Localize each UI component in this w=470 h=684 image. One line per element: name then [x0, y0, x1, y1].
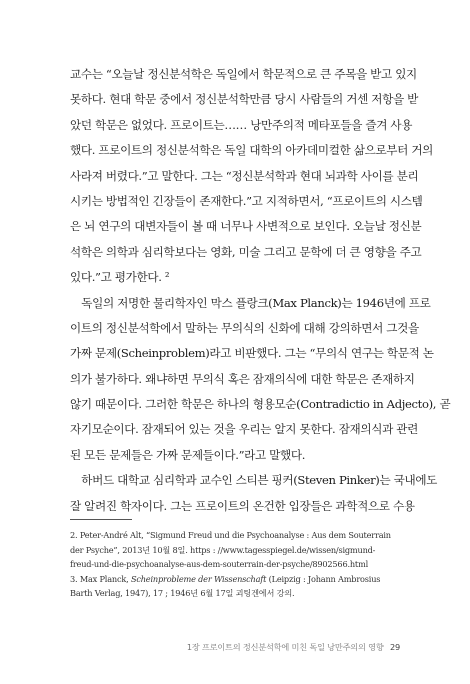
page-number: 29 [389, 642, 400, 652]
text-line: 된 모든 문제들은 가짜 문제들이다.”라고 말했다. [70, 447, 306, 462]
text-line: 가짜 문제(Scheinproblem)라고 비판했다. 그는 “무의식 연구는 학문적 논 [70, 346, 434, 361]
footnote-3-book-title: Scheinprobleme der Wissenschaft [130, 573, 267, 584]
body-text [70, 62, 451, 519]
running-head: 1장 프로이트의 정신분석학에 미친 독일 낭만주의의 영향 [186, 642, 384, 652]
footnote-3-line [70, 572, 402, 587]
text-line: 의가 불가하다. 왜냐하면 무의식 혹은 잠재의식에 대한 학문은 존재하지 [70, 371, 415, 386]
text-line: 사라져 버렸다.”고 말한다. 그는 “정신분석학과 현대 뇌과학 사이를 분리 [70, 168, 419, 183]
text-line: 았던 학문은 없었다. 프로이트는…… 낭만주의적 메타포들을 즐겨 사용 [70, 117, 413, 132]
text-line: 있다.”고 평가한다. ² [70, 270, 170, 285]
text-line: 교수는 “오늘날 정신분석학은 독일에서 학문적으로 큰 주목을 받고 있지 [70, 67, 417, 81]
running-footer [187, 642, 400, 653]
footnotes [70, 528, 402, 601]
footnote-divider [70, 519, 132, 520]
text-line: 석학은 의학과 심리학보다는 영화, 미술 그리고 문학에 더 큰 영향을 주고 [70, 244, 422, 259]
text-line: 이트의 정신분석학에서 말하는 무의식의 신화에 대해 강의하면서 그것을 [70, 320, 419, 335]
text-line: 자기모순이다. 잠재되어 있는 것을 우리는 알지 못한다. 잠재의식과 관련 [70, 422, 418, 437]
text-line: 했다. 프로이트의 정신분석학은 독일 대학의 아카데미컬한 삶으로부터 거의 [70, 143, 434, 158]
text-line: 못하다. 현대 학문 중에서 정신분석학만큼 당시 사람들의 거센 저항을 받 [70, 92, 418, 107]
footnote-2-line: freud-und-die-psychoanalyse-aus-dem-souterrain-der-psyche/8902566.html [70, 559, 369, 570]
footnote-3-line: Barth Verlag, 1947), 17 ; 1946년 6월 17일 괴팅겐에서 강의. [70, 588, 295, 599]
text-line: 독일의 저명한 물리학자인 막스 플랑크(Max Planck)는 1946년에 프로 [70, 295, 431, 310]
footnote-2-line: der Psyche”, 2013년 10월 8일. https : //www.tagesspiegel.de/wissen/sigmund- [70, 544, 376, 555]
text-line: 시키는 방법적인 긴장들이 존재한다.”고 지적하면서, “프로이트의 시스템 [70, 193, 423, 208]
text-line: 않기 때문이다. 그러한 학문은 하나의 형용모순(Contradictio in Adjecto), 곧 [70, 397, 451, 412]
footnote-2-line: 2. Peter-André Alt, “Sigmund Freud und die Psychoanalyse : Aus dem Souterrain [70, 530, 391, 540]
text-line: 하버드 대학교 심리학과 교수인 스티븐 핑커(Steven Pinker)는 국내에도 [70, 473, 438, 488]
text-line: 잘 알려진 학자이다. 그는 프로이트의 온건한 입장들은 과학적으로 수용 [70, 498, 415, 513]
text-line: 은 뇌 연구의 대변자들이 볼 때 너무나 사변적으로 보인다. 오늘날 정신분 [70, 219, 422, 234]
footnote-3-suffix: (Leipzig : Johann Ambrosius [266, 573, 381, 584]
footnote-3-prefix: 3. Max Planck, [70, 573, 131, 584]
